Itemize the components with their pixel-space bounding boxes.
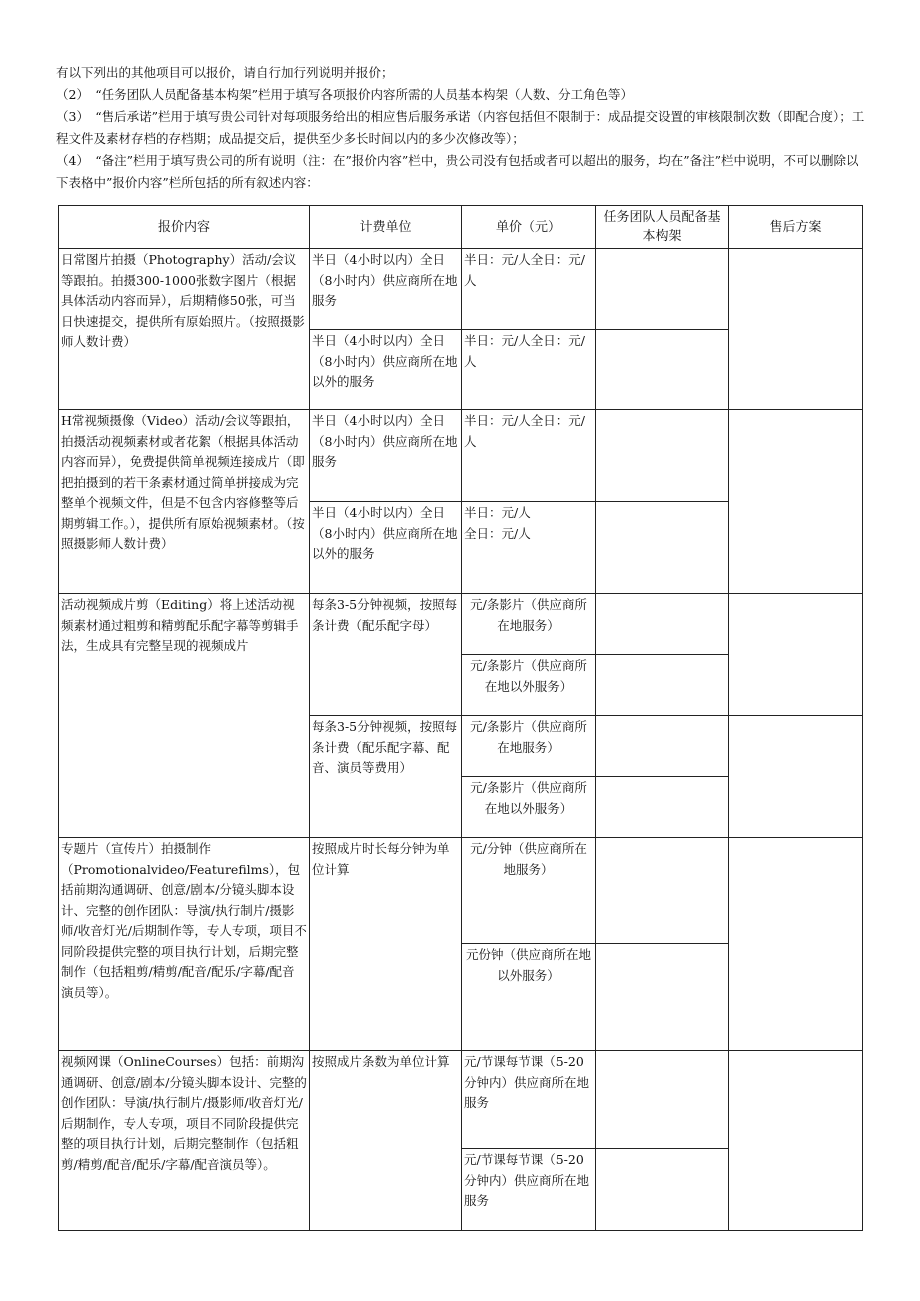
photo-price-local[interactable]: 半日：元/人全日：元/人 xyxy=(462,249,596,330)
editing-unit-b: 每条3-5分钟视频，按照每条计费（配乐配字幕、配音、演员等费用） xyxy=(310,716,462,838)
video-unit-other: 半日（4小时以内）全日（8小时内）供应商所在地以外的服务 xyxy=(310,502,462,594)
photo-team-other[interactable] xyxy=(596,330,729,410)
courses-team-b[interactable] xyxy=(596,1149,729,1231)
courses-price-b[interactable]: 元/节课每节课（5-20分钟内）供应商所在地服务 xyxy=(462,1149,596,1231)
photo-price-other[interactable]: 半日：元/人全日：元/人 xyxy=(462,330,596,410)
promo-content: 专题片（宣传片）拍摄制作（Promotionalvideo/Featurefilms），包括前期沟通调研、创意/剧本/分镜头脚本设计、完整的创作团队：导演/执行制片/摄影师/收音灯光/后期制作等，专人专项，项目不同阶段提供完整的项目执行计划，后期完整制作（包括粗剪/精剪/配音/配乐/字幕/配音演员等）。 xyxy=(59,838,310,1051)
editing-team-b-local[interactable] xyxy=(596,716,729,777)
table-row xyxy=(59,838,863,944)
note-line: （3） “售后承诺”栏用于填写贵公司针对每项服务给出的相应售后服务承诺（内容包括但不限制于：成品提交设置的审核限制次数（即配合度）；工程文件及素材存档的存档期；成品提交后，提供至少多长时间以内的多少次修改等）； xyxy=(56,109,865,146)
editing-price-b-other[interactable]: 元/条影片（供应商所在地以外服务） xyxy=(462,777,596,838)
table-row xyxy=(59,594,863,655)
photo-content: 日常图片拍摄（Photography）活动/会议等跟拍。拍摄300-1000张数字图片（根据具体活动内容而异），后期精修50张，可当日快速提交，提供所有原始照片。（按照摄影师人数计费） xyxy=(59,249,310,410)
video-price-other-fullday: 全日：元/人 xyxy=(464,525,531,541)
table-row xyxy=(59,410,863,502)
editing-price-a-other[interactable]: 元/条影片（供应商所在地以外服务） xyxy=(462,655,596,716)
courses-price-a[interactable]: 元/节课每节课（5-20分钟内）供应商所在地服务 xyxy=(462,1051,596,1149)
header-price: 单价（元） xyxy=(462,206,596,249)
promo-aftersales[interactable] xyxy=(729,838,863,1051)
courses-aftersales[interactable] xyxy=(729,1051,863,1231)
header-team: 任务团队人员配备基本构架 xyxy=(596,206,729,249)
promo-team-other[interactable] xyxy=(596,944,729,1051)
photo-aftersales[interactable] xyxy=(729,249,863,410)
table-row xyxy=(59,249,863,330)
editing-price-b-local[interactable]: 元/条影片（供应商所在地服务） xyxy=(462,716,596,777)
courses-content: 视频网课（OnlineCourses）包括：前期沟通调研、创意/剧本/分镜头脚本设计、完整的创作团队：导演/执行制片/摄影师/收音灯光/后期制作，专人专项，项目不同阶段提供完整的项目执行计划，后期完整制作（包括粗剪/精剪/配音/配乐/字幕/配音演员等）。 xyxy=(59,1051,310,1231)
video-content: H常视频摄像（Video）活动/会议等跟拍，拍摄活动视频素材或者花絮（根据具体活动内容而异），免费提供简单视频连接成片（即把拍摄到的若干条素材通过简单拼接成为完整单个视频文件，但是不包含内容修整等后期剪辑工作。），提供所有原始视频素材。（按照摄影师人数计费） xyxy=(59,410,310,594)
promo-team-local[interactable] xyxy=(596,838,729,944)
note-line: 有以下列出的其他项目可以报价，请自行加行列说明并报价； xyxy=(56,65,394,80)
video-price-other-halfday: 半日：元/人 xyxy=(464,505,531,520)
photo-team-local[interactable] xyxy=(596,249,729,330)
editing-price-a-local[interactable]: 元/条影片（供应商所在地服务） xyxy=(462,594,596,655)
quotation-table xyxy=(58,205,863,1231)
editing-aftersales-b[interactable] xyxy=(729,716,863,838)
courses-unit: 按照成片条数为单位计算 xyxy=(310,1051,462,1231)
video-team-other[interactable] xyxy=(596,502,729,594)
promo-price-local[interactable]: 元/分钟（供应商所在地服务） xyxy=(462,838,596,944)
editing-team-a-other[interactable] xyxy=(596,655,729,716)
table-row xyxy=(59,1051,863,1149)
promo-price-other[interactable]: 元份钟（供应商所在地以外服务） xyxy=(462,944,596,1051)
video-aftersales[interactable] xyxy=(729,410,863,594)
editing-team-a-local[interactable] xyxy=(596,594,729,655)
instructions xyxy=(56,62,868,194)
note-line: （4） “备注”栏用于填写贵公司的所有说明（注：在”报价内容”栏中，贵公司没有包括或者可以超出的服务，均在”备注”栏中说明，不可以删除以下表格中”报价内容”栏所包括的所有叙述内容： xyxy=(56,153,859,190)
header-unit: 计费单位 xyxy=(310,206,462,249)
editing-content: 活动视频成片剪（Editing）将上述活动视频素材通过粗剪和精剪配乐配字幕等剪辑手法，生成具有完整呈现的视频成片 xyxy=(59,594,310,838)
header-aftersales: 售后方案 xyxy=(729,206,863,249)
video-unit-local: 半日（4小时以内）全日（8小时内）供应商所在地服务 xyxy=(310,410,462,502)
header-content: 报价内容 xyxy=(59,206,310,249)
promo-unit: 按照成片时长每分钟为单位计算 xyxy=(310,838,462,1051)
video-price-local[interactable]: 半日：元/人全日：元/人 xyxy=(462,410,596,502)
video-price-other[interactable] xyxy=(462,502,596,594)
editing-aftersales-a[interactable] xyxy=(729,594,863,716)
courses-team-a[interactable] xyxy=(596,1051,729,1149)
video-team-local[interactable] xyxy=(596,410,729,502)
editing-team-b-other[interactable] xyxy=(596,777,729,838)
note-line: （2） “任务团队人员配备基本构架”栏用于填写各项报价内容所需的人员基本构架（人数、分工角色等） xyxy=(56,87,633,102)
editing-unit-a: 每条3-5分钟视频，按照每条计费（配乐配字母） xyxy=(310,594,462,716)
photo-unit-other: 半日（4小时以内）全日（8小时内）供应商所在地以外的服务 xyxy=(310,330,462,410)
header-row xyxy=(59,206,863,249)
photo-unit-local: 半日（4小时以内）全日（8小时内）供应商所在地服务 xyxy=(310,249,462,330)
